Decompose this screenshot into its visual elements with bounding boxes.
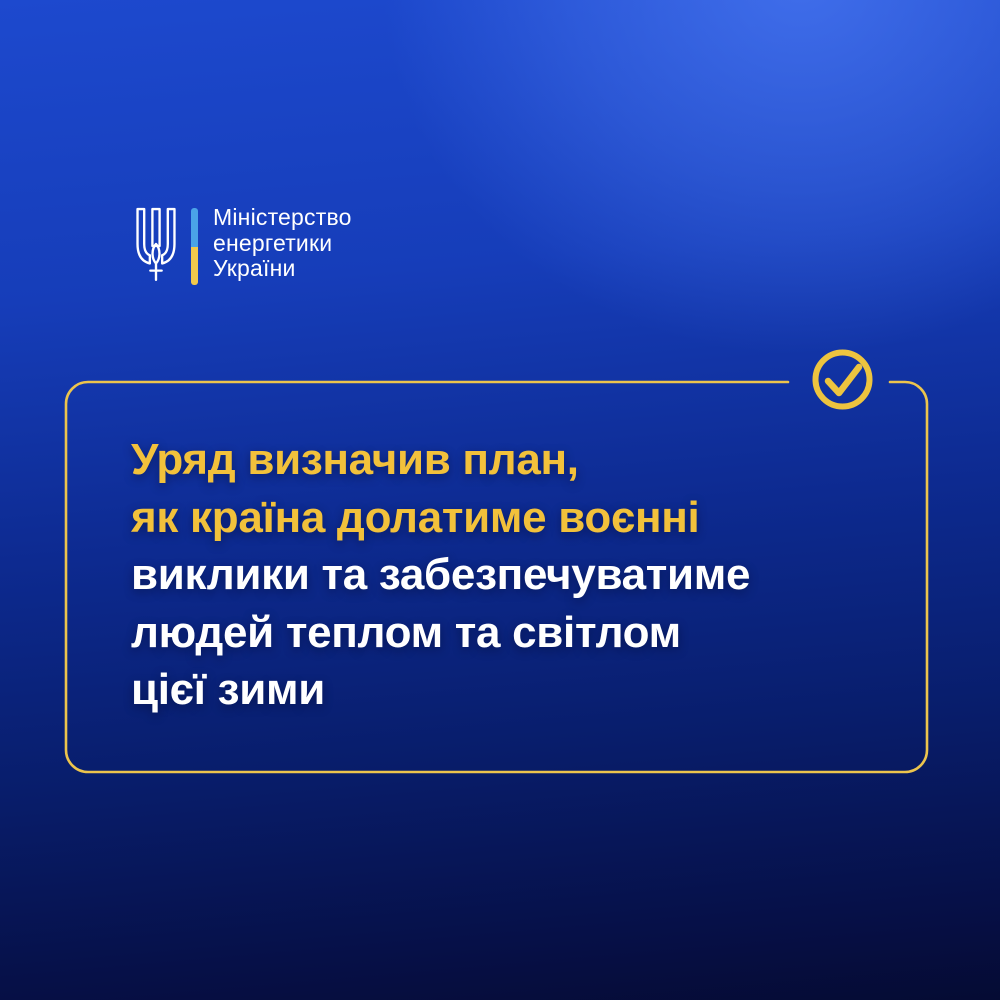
headline-line-4: людей теплом та світлом	[131, 607, 681, 657]
checkmark-icon	[816, 353, 870, 407]
ministry-name	[213, 205, 352, 282]
ministry-name-line-2: енергетики	[213, 229, 333, 256]
trident-icon	[134, 207, 178, 285]
headline-line-3: виклики та забезпечуватиме	[131, 550, 751, 599]
flag-accent-bar	[191, 208, 198, 285]
headline-line-1: Уряд визначив план,	[131, 435, 579, 484]
ministry-name-line-3: України	[213, 255, 296, 281]
flag-bar-blue	[191, 208, 198, 247]
ministry-name-line-1: Міністерство	[213, 204, 352, 230]
headline-line-2: як країна долатиме воєнні	[131, 492, 700, 542]
headline-text	[131, 431, 750, 719]
flag-bar-yellow	[191, 247, 198, 286]
headline-line-5: цієї зими	[131, 665, 325, 714]
